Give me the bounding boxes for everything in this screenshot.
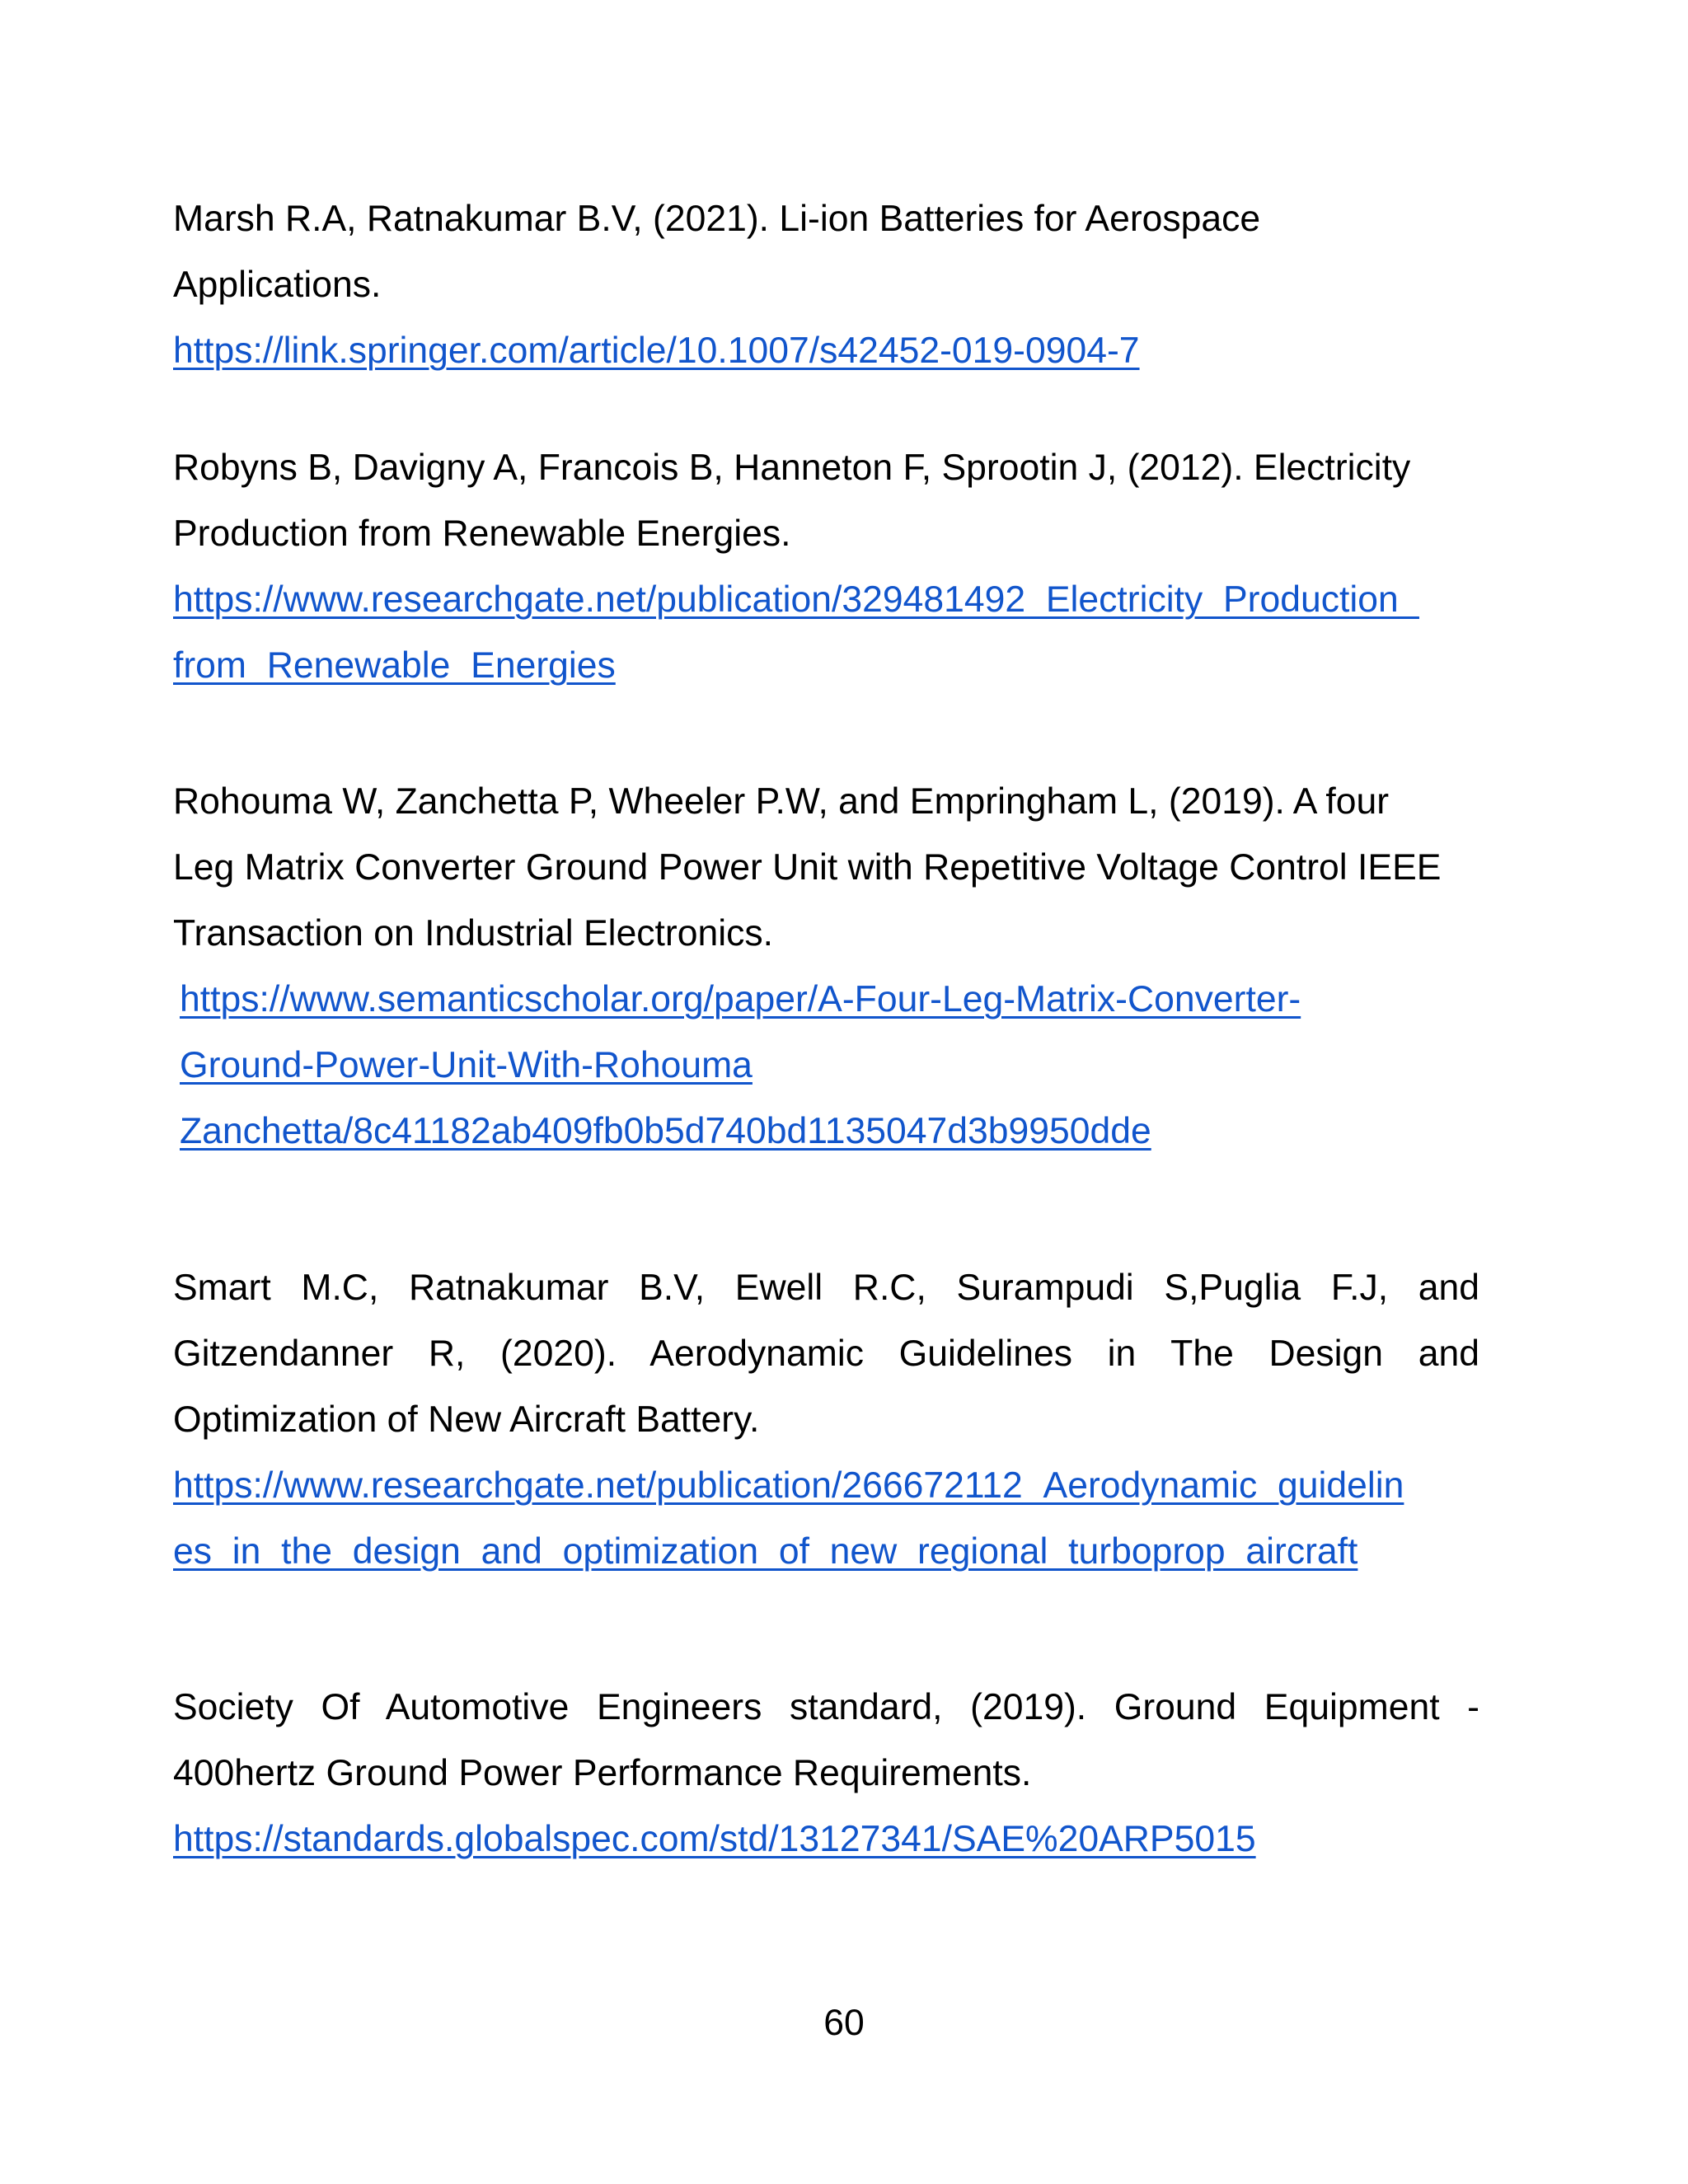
reference-text-line: Gitzendanner R, (2020). Aerodynamic Guidelines in The Design and bbox=[173, 1333, 1479, 1374]
reference-text-line: Robyns B, Davigny A, Francois B, Hanneton F, Sprootin J, (2012). Electricity bbox=[173, 448, 1411, 488]
reference-link[interactable]: Ground-Power-Unit-With-Rohouma bbox=[180, 1045, 753, 1085]
reference-text-line: Transaction on Industrial Electronics. bbox=[173, 913, 773, 954]
reference-text-line: Rohouma W, Zanchetta P, Wheeler P.W, and Empringham L, (2019). A four bbox=[173, 781, 1390, 822]
reference-text-line: Applications. bbox=[173, 265, 382, 305]
page-number: 60 bbox=[823, 2003, 865, 2043]
reference-text-line: 400hertz Ground Power Performance Requirements. bbox=[173, 1753, 1032, 1793]
reference-text-line: Optimization of New Aircraft Battery. bbox=[173, 1399, 760, 1440]
reference-link[interactable]: https://standards.globalspec.com/std/13127341/SAE%20ARP5015 bbox=[173, 1819, 1256, 1859]
reference-entry bbox=[173, 435, 1479, 699]
reference-entry bbox=[173, 1255, 1479, 1585]
reference-entry bbox=[173, 1675, 1479, 1872]
reference-entry bbox=[173, 769, 1479, 1165]
reference-link[interactable]: https://link.springer.com/article/10.1007/s42452-019-0904-7 bbox=[173, 330, 1140, 371]
reference-link[interactable]: Zanchetta/8c41182ab409fb0b5d740bd1135047d3b9950dde bbox=[180, 1111, 1151, 1151]
reference-link[interactable]: from_Renewable_Energies bbox=[173, 645, 616, 686]
reference-text-line: Society Of Automotive Engineers standard, (2019). Ground Equipment - bbox=[173, 1687, 1479, 1727]
reference-text-line: Smart M.C, Ratnakumar B.V, Ewell R.C, Surampudi S,Puglia F.J, and bbox=[173, 1268, 1479, 1308]
reference-link[interactable]: https://www.researchgate.net/publication/266672112_Aerodynamic_guidelin bbox=[173, 1465, 1404, 1506]
reference-link[interactable]: https://www.semanticscholar.org/paper/A-Four-Leg-Matrix-Converter- bbox=[180, 979, 1301, 1019]
reference-link[interactable]: es_in_the_design_and_optimization_of_new_regional_turboprop_aircraft bbox=[173, 1531, 1358, 1572]
reference-text-line: Marsh R.A, Ratnakumar B.V, (2021). Li-ion Batteries for Aerospace bbox=[173, 199, 1261, 239]
reference-text-line: Leg Matrix Converter Ground Power Unit with Repetitive Voltage Control IEEE bbox=[173, 847, 1442, 888]
reference-text-line: Production from Renewable Energies. bbox=[173, 513, 791, 554]
reference-link[interactable]: https://www.researchgate.net/publication/329481492_Electricity_Production_ bbox=[173, 579, 1419, 620]
reference-entry bbox=[173, 186, 1479, 384]
